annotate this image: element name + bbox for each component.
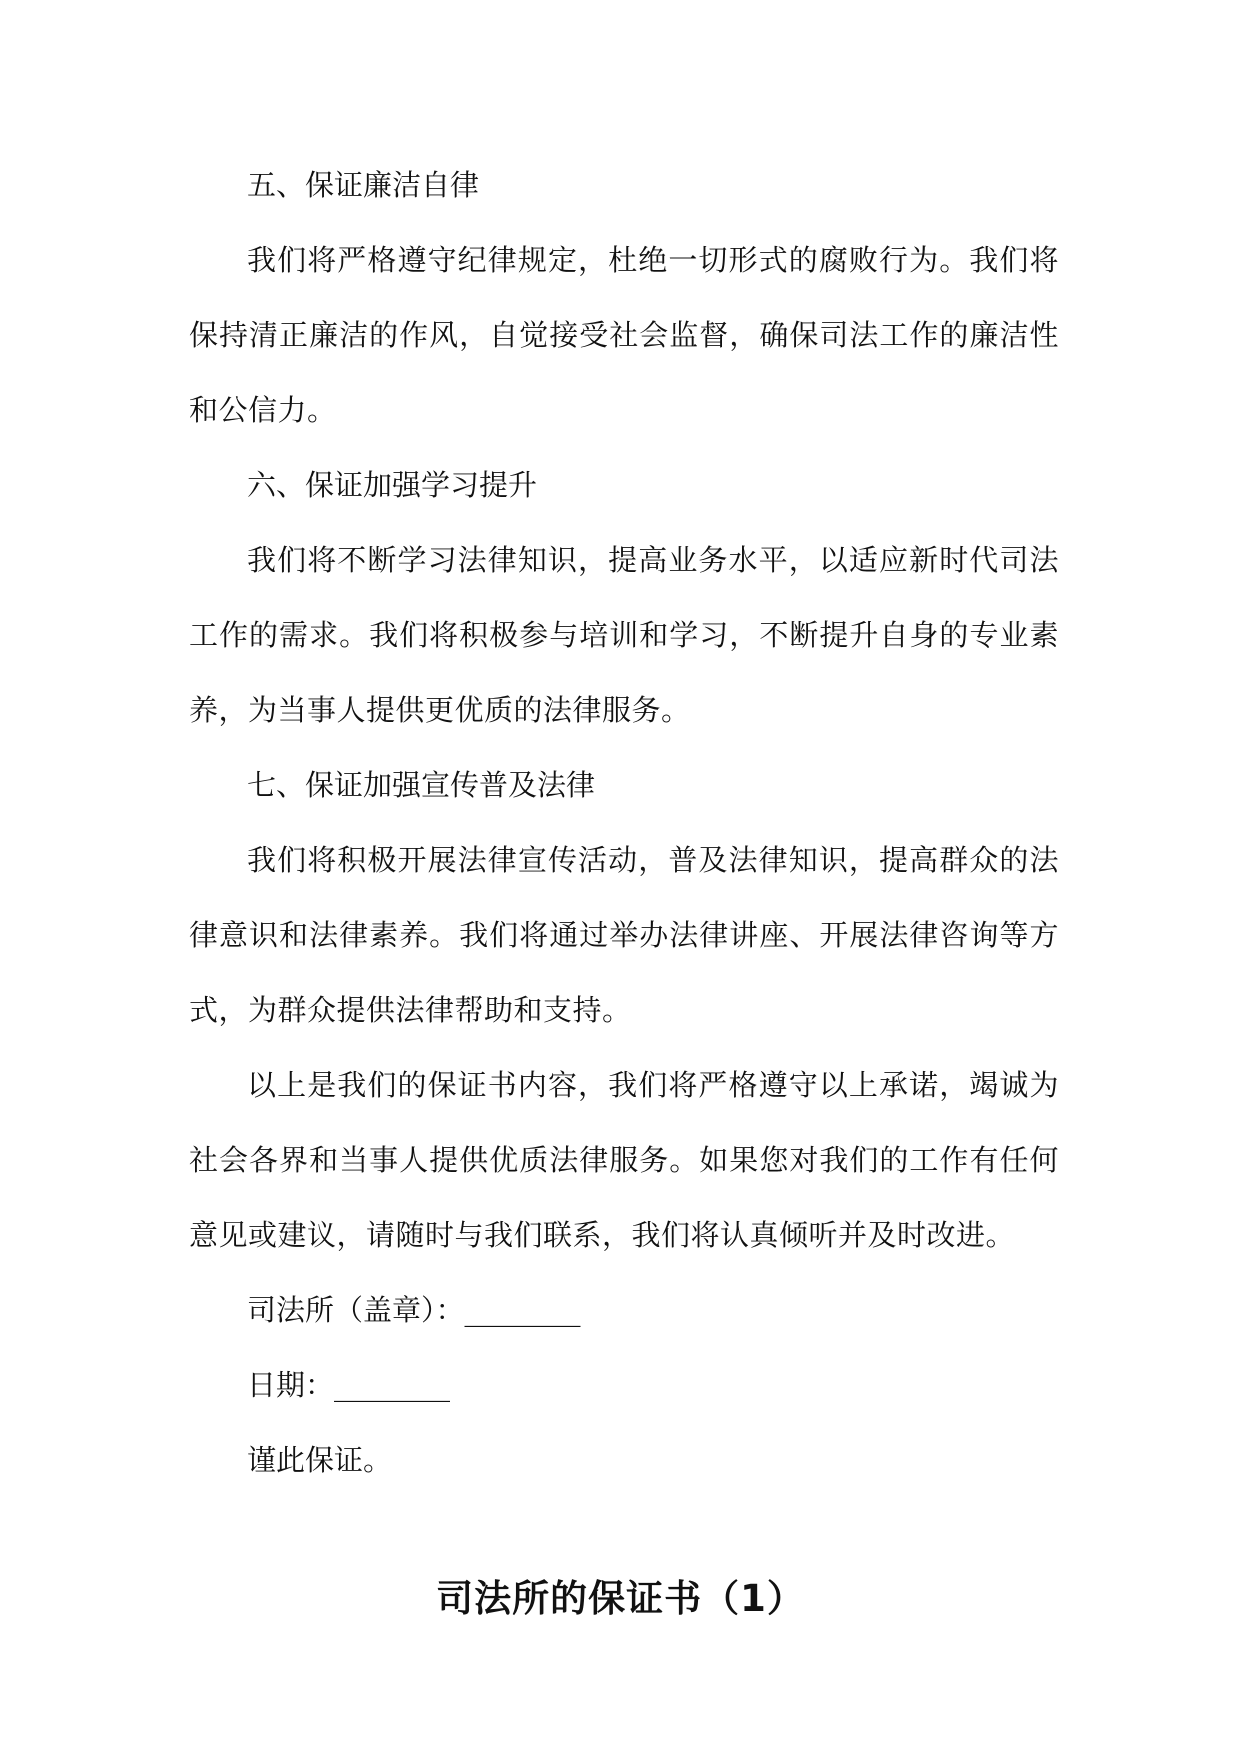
section-body-6: 我们将不断学习法律知识，提高业务水平，以适应新时代司法工作的需求。我们将积极参与培训和学习，不断提升自身的专业素养，为当事人提供更优质的法律服务。 xyxy=(189,543,1059,727)
section-heading-6: 六、保证加强学习提升 xyxy=(247,468,538,502)
section-heading-5: 五、保证廉洁自律 xyxy=(247,168,480,202)
sign-off: 谨此保证。 xyxy=(247,1443,393,1477)
closing-paragraph: 以上是我们的保证书内容，我们将严格遵守以上承诺，竭诚为社会各界和当事人提供优质法律服务。如果您对我们的工作有任何意见或建议，请随时与我们联系，我们将认真倾听并及时改进。 xyxy=(189,1068,1059,1252)
section-heading-7: 七、保证加强宣传普及法律 xyxy=(247,768,596,802)
section-body-7: 我们将积极开展法律宣传活动，普及法律知识，提高群众的法律意识和法律素养。我们将通过举办法律讲座、开展法律咨询等方式，为群众提供法律帮助和支持。 xyxy=(189,843,1059,1027)
document-body xyxy=(189,148,1059,1498)
section-body-5: 我们将严格遵守纪律规定，杜绝一切形式的腐败行为。我们将保持清正廉洁的作风，自觉接受社会监督，确保司法工作的廉洁性和公信力。 xyxy=(189,243,1059,427)
date-line: 日期：________ xyxy=(247,1368,451,1402)
next-document-title: 司法所的保证书（1） xyxy=(436,1577,805,1620)
seal-line: 司法所（盖章）：________ xyxy=(247,1293,581,1327)
